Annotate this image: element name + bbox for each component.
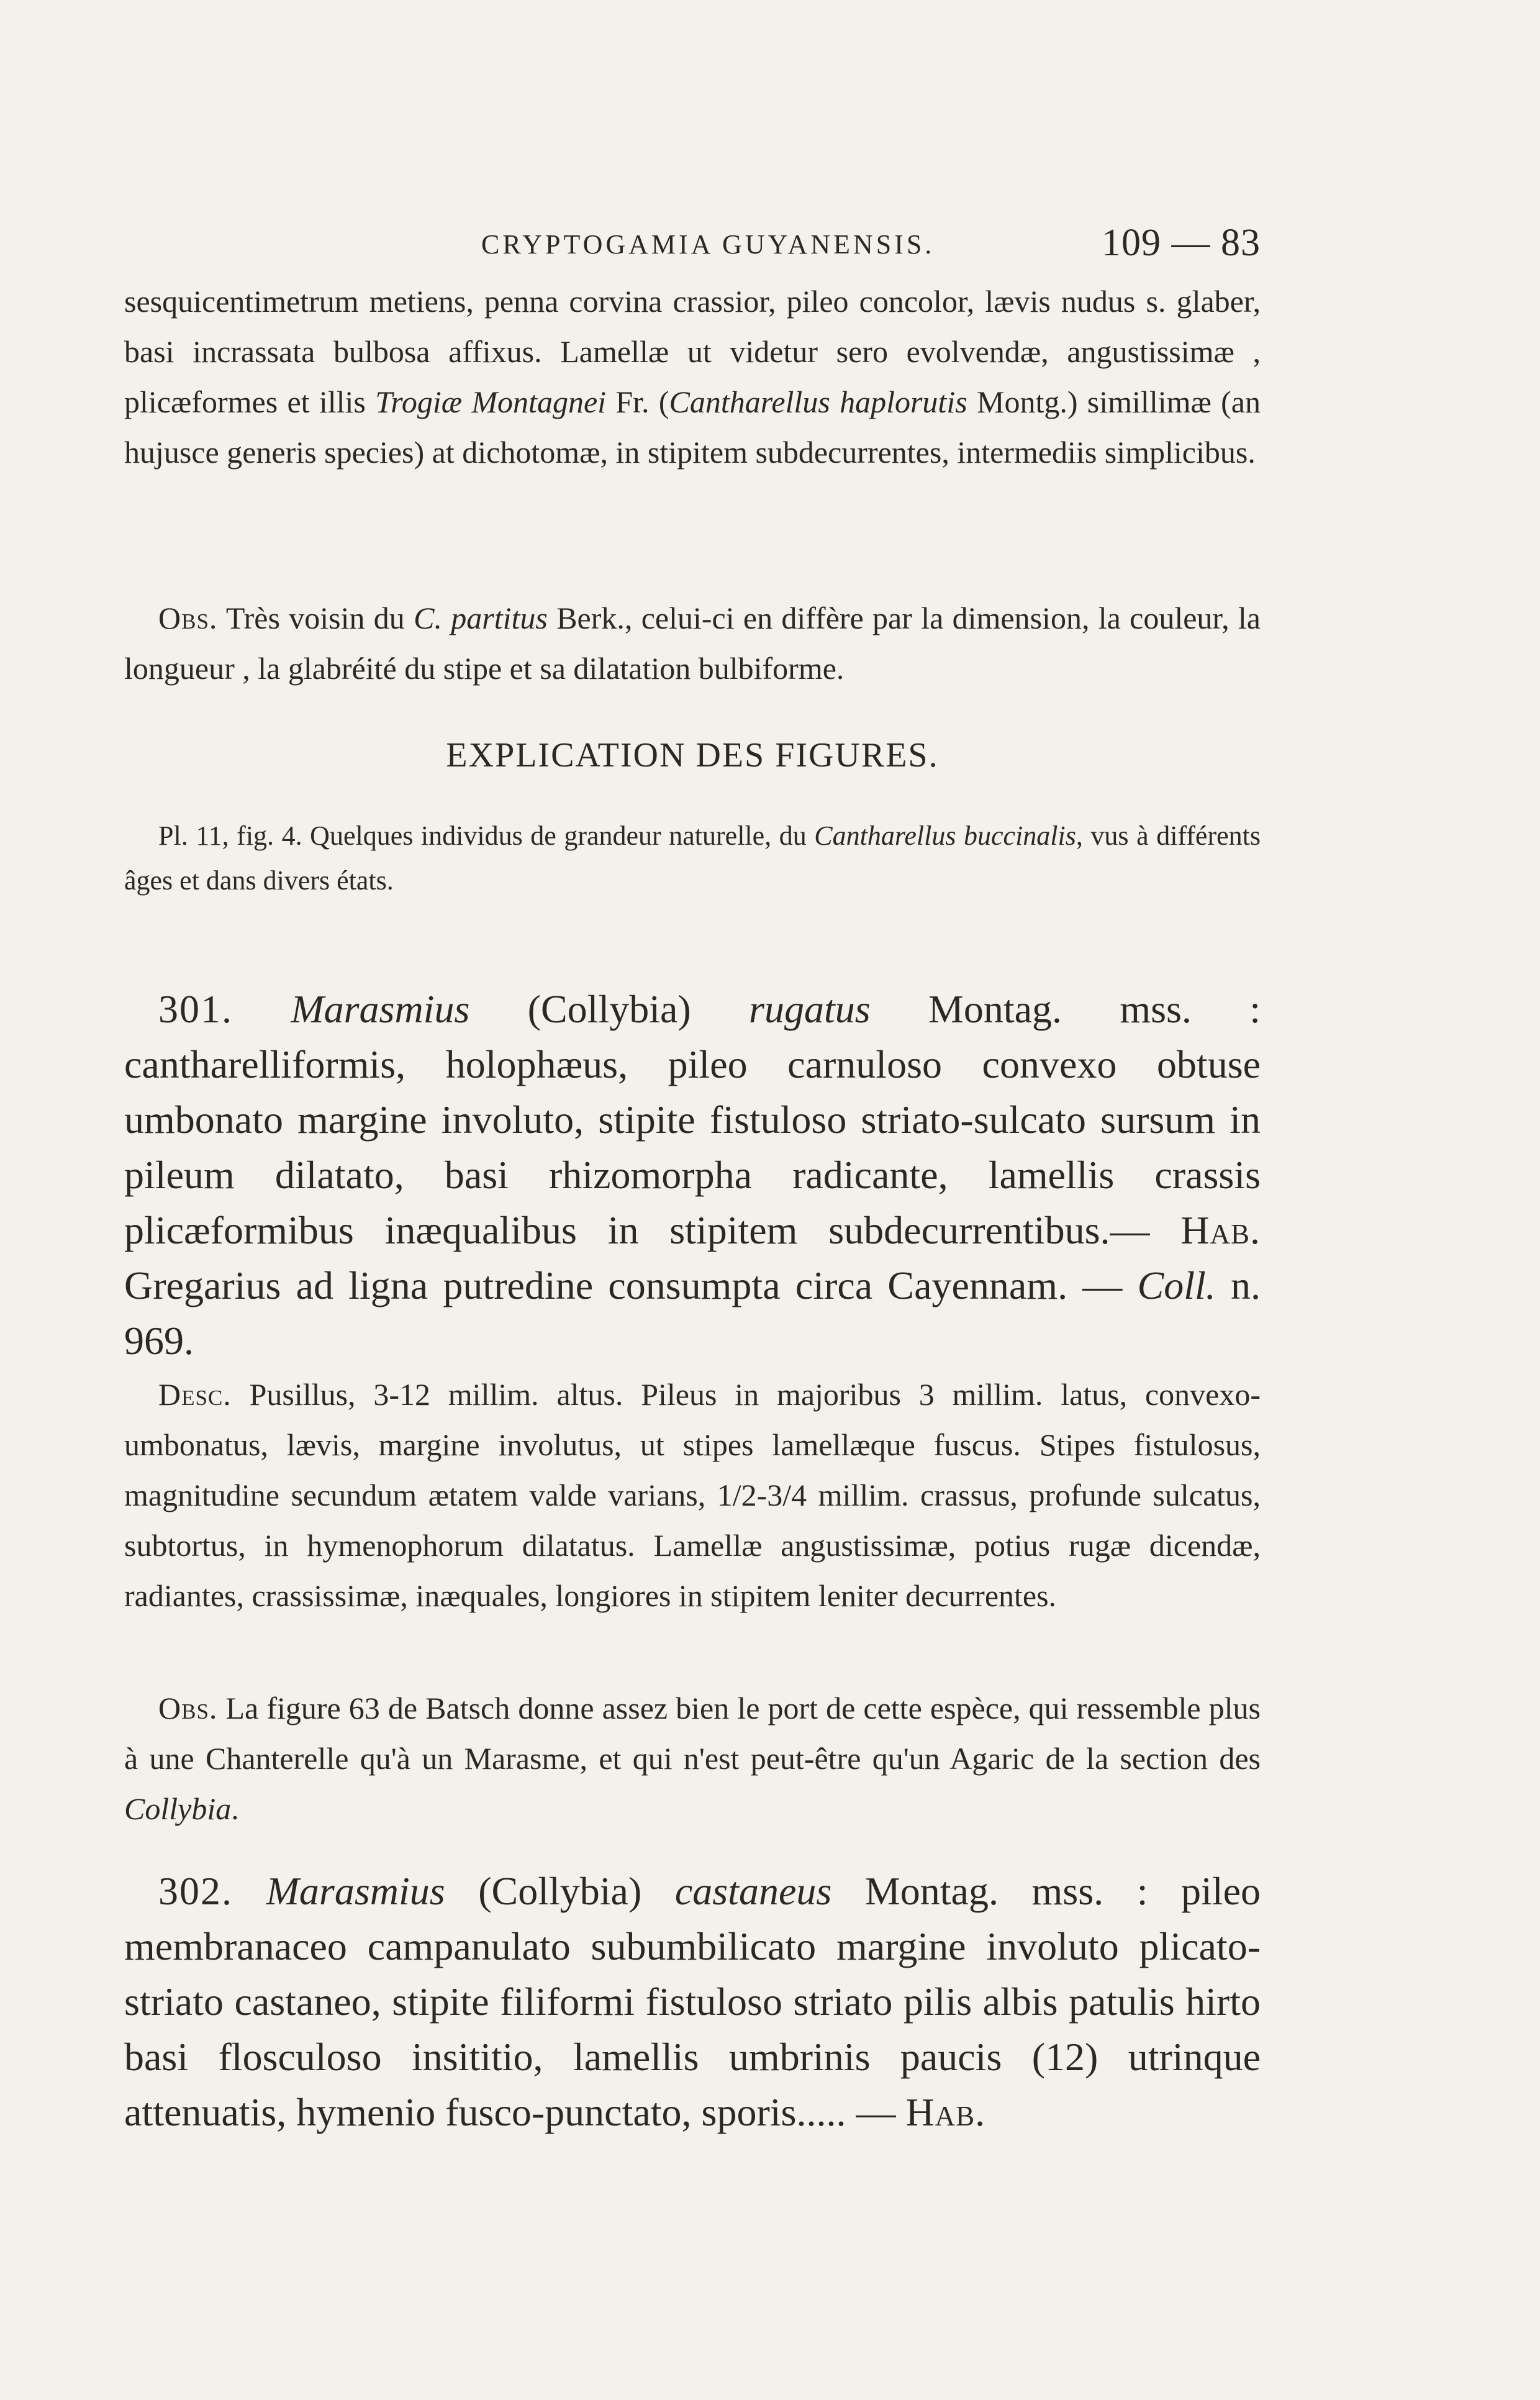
habitat-label: Hab. (1180, 1208, 1261, 1252)
species-name: castaneus (674, 1869, 832, 1913)
obs-label: Obs. (158, 1691, 218, 1725)
observation-paragraph-301: Obs. La figure 63 de Batsch donne assez bien le port de cette espèce, qui ressemble plus à une Chanterelle qu'à un Marasme, et qui n'est peut-être qu'un Agaric de la section des Collybia. (124, 1691, 1261, 1826)
genus-name: Marasmius (291, 987, 470, 1031)
taxon-name: Collybia (124, 1791, 232, 1826)
entry-number: 302. (158, 1869, 233, 1913)
taxon-name: Cantharellus haplorutis (669, 384, 967, 419)
description-paragraph: Desc. Pusillus, 3-12 millim. altus. Pileus in majoribus 3 millim. latus, convexo-umbonatus, lævis, margine involutus, ut stipes lamellæque fuscus. Stipes fistulosus, magnitudine secundum ætatem valde varians, 1/2-3/4 millim. crassus, profunde sulcatus, subtortus, in hymenophorum dilatatus. Lamellæ angustissimæ, potius rugæ dicendæ, radiantes, crassissimæ, inæquales, longiores in stipitem leniter decurrentes. (124, 1377, 1261, 1613)
entry-number: 301. (158, 987, 233, 1031)
genus-name: Marasmius (266, 1869, 445, 1913)
taxon-name: Trogiæ Montagnei (375, 384, 607, 419)
species-entry-301: 301. Marasmius (Collybia) rugatus Montag. mss. : cantharelliformis, holophæus, pileo carnuloso convexo obtuse umbonato margine involuto, stipite fistuloso striato-sulcato sursum in pileum dilatato, basi rhizomorpha radicante, lamellis crassis plicæformibus inæqualibus in stipitem subdecurrentibus.— Hab. Gregarius ad ligna putredine consumpta circa Cayennam. — Coll. n. 969. (124, 987, 1261, 1363)
taxon-name: Cantharellus buccinalis (814, 820, 1076, 851)
habitat-label: Hab. (905, 2090, 986, 2134)
desc-label: Desc. (158, 1377, 232, 1412)
section-heading: EXPLICATION DES FIGURES. (446, 736, 939, 775)
collection-label: Coll. (1137, 1263, 1216, 1307)
page-number: 109 — 83 (1102, 222, 1261, 264)
running-head (124, 221, 1261, 271)
description-continuation: sesquicentimetrum metiens, penna corvina crassior, pileo concolor, lævis nudus s. glaber, basi incrassata bulbosa affixus. Lamellæ ut videtur sero evolvendæ, angustissimæ , plicæformes et illis Trogiæ Montagnei Fr. (Cantharellus haplorutis Montg.) simillimæ (an hujusce generis species) at dichotomæ, in stipitem subdecurrentes, intermediis simplicibus. (124, 284, 1261, 470)
observation-paragraph: Obs. Très voisin du C. partitus Berk., celui-ci en diffère par la dimension, la couleur, la longueur , la glabréité du stipe et sa dilatation bulbiforme. (124, 601, 1261, 686)
species-name: rugatus (749, 987, 871, 1031)
figure-explanation: Pl. 11, fig. 4. Quelques individus de grandeur naturelle, du Cantharellus buccinalis, vus à différents âges et dans divers états. (124, 820, 1261, 896)
taxon-name: C. partitus (414, 601, 548, 635)
obs-label: Obs. (158, 601, 218, 635)
species-entry-302: 302. Marasmius (Collybia) castaneus Montag. mss. : pileo membranaceo campanulato subumbilicato margine involuto plicato-striato castaneo, stipite filiformi fistuloso striato pilis albis patulis hirto basi flosculoso insititio, lamellis umbrinis paucis (12) utrinque attenuatis, hymenio fusco-punctato, sporis..... — Hab. (124, 1869, 1261, 2134)
running-title: CRYPTOGAMIA GUYANENSIS. (481, 229, 935, 260)
